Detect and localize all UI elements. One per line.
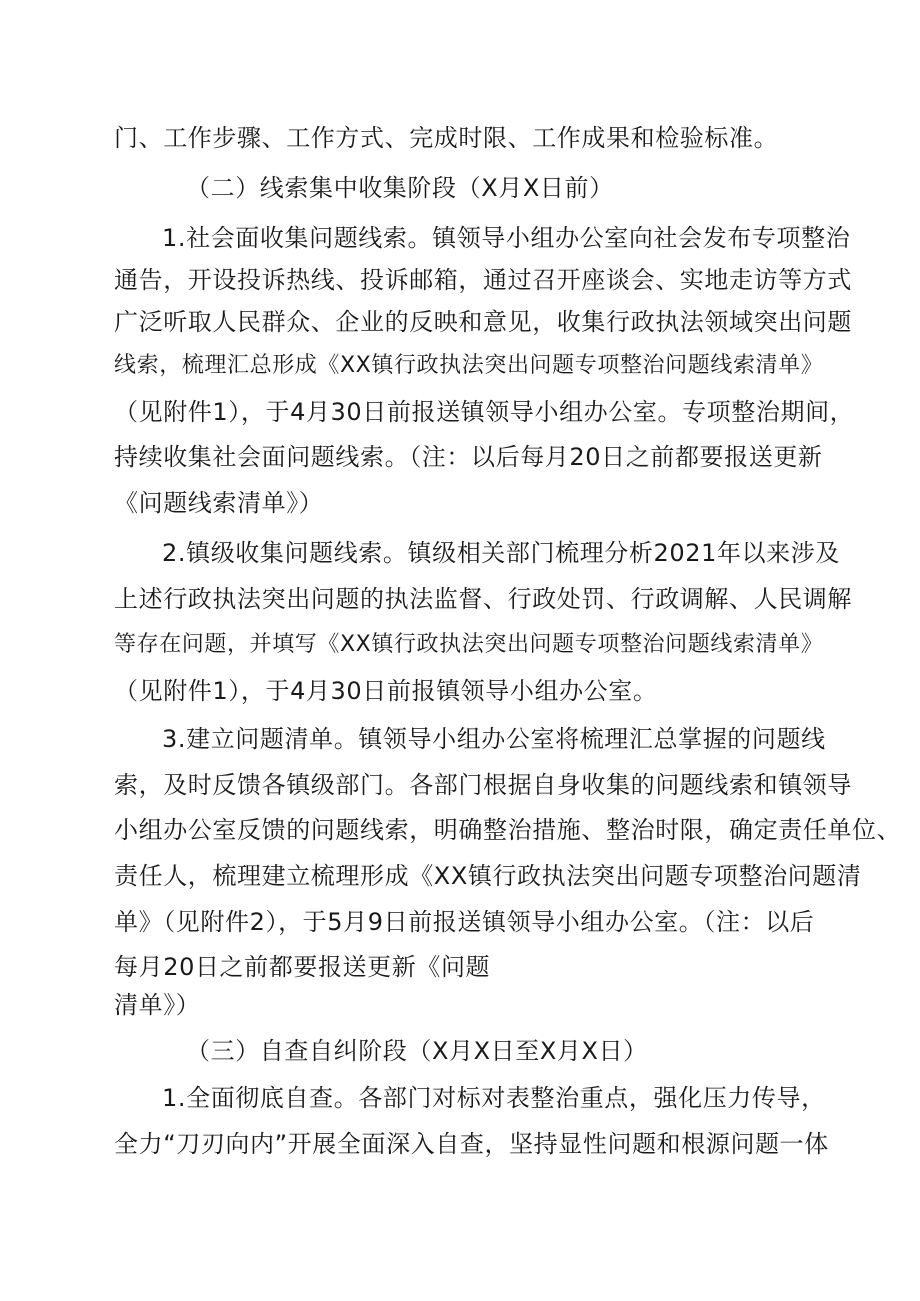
text-line: 全力“刀刃向内”开展全面深入自查，坚持显性问题和根源问题一体 <box>114 1130 829 1158</box>
text-line: 单》（见附件2），于5月9日前报送镇领导小组办公室。（注：以后 <box>114 908 815 936</box>
text-line: 广泛听取人民群众、企业的反映和意见，收集行政执法领域突出问题 <box>114 308 852 336</box>
text-line: （见附件1），于4月30日前报送镇领导小组办公室。专项整治期间， <box>114 398 855 426</box>
text-line: 每月20日之前都要报送更新《问题 <box>114 953 491 981</box>
text-line: 持续收集社会面问题线索。（注：以后每月20日之前都要报送更新 <box>114 443 823 471</box>
text-line: 等存在问题，并填写《XX镇行政执法突出问题专项整治问题线索清单》 <box>114 632 824 657</box>
text-line: 通告，开设投诉热线、投诉邮箱，通过召开座谈会、实地走访等方式 <box>114 266 852 294</box>
section-heading: （三）自查自纠阶段（X月X日至X月X日） <box>186 1037 648 1065</box>
text-line: 门、工作步骤、工作方式、完成时限、工作成果和检验标准。 <box>114 124 779 152</box>
text-line: （见附件1），于4月30日前报镇领导小组办公室。 <box>114 677 658 705</box>
text-line: 小组办公室反馈的问题线索，明确整治措施、整治时限，确定责任单位、 <box>114 816 902 844</box>
paragraph-first-line: 1.全面彻底自查。各部门对标对表整治重点，强化压力传导， <box>162 1084 826 1112</box>
paragraph-first-line: 2.镇级收集问题线索。镇级相关部门梳理分析2021年以来涉及 <box>162 539 840 567</box>
text-line: 上述行政执法突出问题的执法监督、行政处罚、行政调解、人民调解 <box>114 585 852 613</box>
text-line: 索，及时反馈各镇级部门。各部门根据自身收集的问题线索和镇领导 <box>114 771 852 799</box>
paragraph-first-line: 1.社会面收集问题线索。镇领导小组办公室向社会发布专项整治 <box>162 224 851 252</box>
section-heading: （二）线索集中收集阶段（X月X日前） <box>186 174 614 202</box>
text-line: 清单》） <box>114 991 201 1019</box>
text-line: 线索，梳理汇总形成《XX镇行政执法突出问题专项整治问题线索清单》 <box>114 353 824 378</box>
text-line: 责任人，梳理建立梳理形成《XX镇行政执法突出问题专项整治问题清 <box>114 862 862 890</box>
paragraph-first-line: 3.建立问题清单。镇领导小组办公室将梳理汇总掌握的问题线 <box>162 725 826 753</box>
text-line: 《问题线索清单》） <box>114 489 324 517</box>
